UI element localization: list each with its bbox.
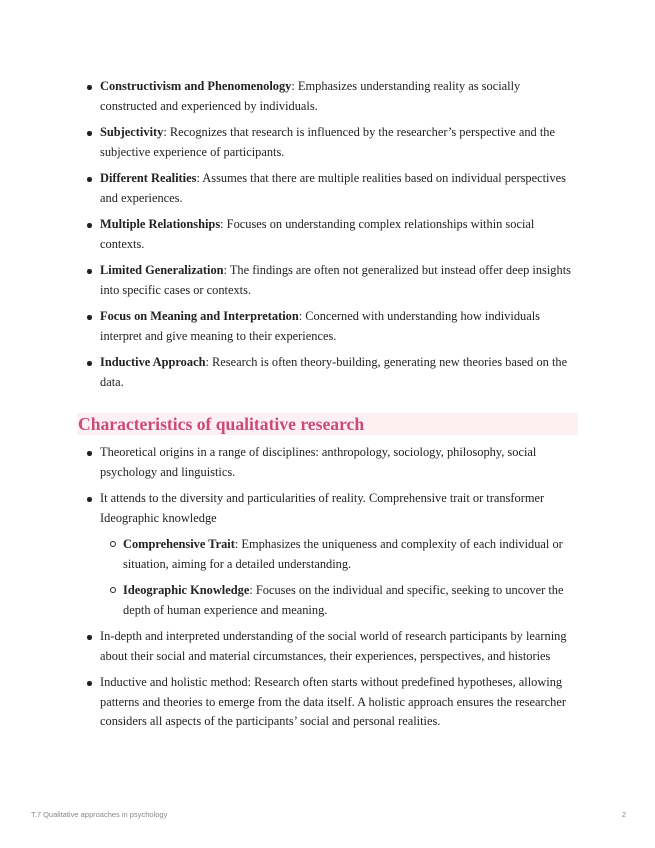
sub-list-item: [123, 581, 578, 620]
term: Constructivism and Phenomenology: [100, 79, 292, 93]
footer-title: T.7 Qualitative approaches in psychology: [31, 810, 168, 819]
paradigm-list: [100, 77, 578, 399]
description: : Concerned with understanding how individuals interpret and give meaning to their experiences.: [100, 309, 540, 343]
term: Limited Generalization: [100, 263, 224, 277]
list-item: [100, 673, 578, 732]
list-item: [100, 123, 578, 162]
list-item: [100, 261, 578, 300]
term: Inductive Approach: [100, 355, 206, 369]
description: : Assumes that there are multiple realities based on individual perspectives and experiences.: [100, 171, 567, 205]
page-number: 2: [621, 810, 626, 819]
term: Subjectivity: [100, 125, 164, 139]
description: : Focuses on the individual and specific, seeking to uncover the depth of human experience and meaning.: [123, 583, 564, 617]
description: : Emphasizes understanding reality as socially constructed and experienced by individuals.: [100, 79, 521, 113]
description: : Research is often theory-building, generating new theories based on the data.: [100, 355, 568, 389]
list-item: [100, 77, 578, 116]
item-text: Theoretical origins in a range of disciplines: anthropology, sociology, philosophy, social psychology and linguistics.: [100, 445, 537, 479]
term: Focus on Meaning and Interpretation: [100, 309, 299, 323]
list-item: [100, 169, 578, 208]
description: : Emphasizes the uniqueness and complexity of each individual or situation, aiming for a detailed understanding.: [123, 537, 563, 571]
term: Different Realities: [100, 171, 197, 185]
characteristics-list: [100, 443, 578, 739]
term: Multiple Relationships: [100, 217, 221, 231]
list-item: [100, 489, 578, 620]
description: : The findings are often not generalized but instead offer deep insights into specific cases or contexts.: [100, 263, 571, 297]
term: Comprehensive Trait: [123, 537, 235, 551]
list-item: [100, 353, 578, 392]
term: Ideographic Knowledge: [123, 583, 250, 597]
list-item: [100, 307, 578, 346]
list-item: [100, 215, 578, 254]
description: : Recognizes that research is influenced by the researcher’s perspective and the subjective experience of participants.: [100, 125, 555, 159]
list-item: [100, 443, 578, 482]
section-heading: Characteristics of qualitative research: [77, 413, 578, 435]
item-text: In-depth and interpreted understanding of the social world of research participants by learning about their social and material circumstances, their experiences, perspectives, and histories: [100, 629, 567, 663]
sub-list: [123, 535, 578, 620]
item-text: It attends to the diversity and particularities of reality. Comprehensive trait or transformer Ideographic knowledge: [100, 491, 545, 525]
item-text: Inductive and holistic method: Research often starts without predefined hypotheses, allowing patterns and theories to emerge from the data itself. A holistic approach ensures the researcher considers all aspects of the participants’ social and personal realities.: [100, 675, 566, 728]
sub-list-item: [123, 535, 578, 574]
list-item: [100, 627, 578, 666]
description: : Focuses on understanding complex relationships within social contexts.: [100, 217, 535, 251]
